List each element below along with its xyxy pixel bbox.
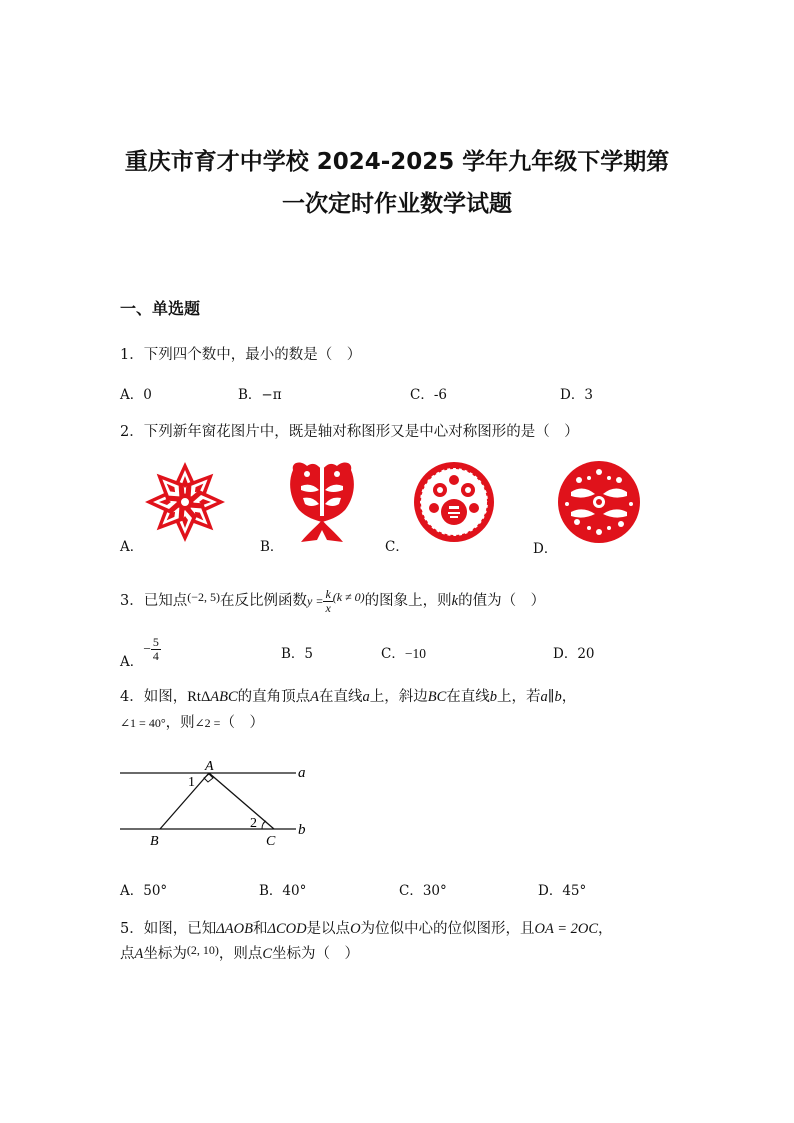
segment-ab: [160, 773, 209, 829]
q4-point-a: A: [310, 689, 320, 705]
q3-option-a-den: 4: [152, 649, 159, 663]
q3-text-b: 在反比例函数: [220, 593, 307, 609]
q4-line-a: a: [362, 689, 370, 705]
q5-equation: OA = 2OC: [534, 921, 599, 937]
q3-text-c: 的图象上，则: [364, 593, 452, 609]
q5-text-h: ，则点: [218, 946, 263, 962]
q3-option-d: D．20: [553, 646, 595, 662]
q3-option-a-num: 5: [152, 635, 159, 649]
q3-option-c-value: −10: [404, 646, 426, 661]
q4-option-b: B．40°: [259, 883, 307, 899]
q5-point-c: C: [262, 946, 273, 962]
q4-option-a: A．50°: [120, 883, 168, 899]
papercut-round-fish-image: [557, 460, 641, 544]
q4-text-a: 4．如图，: [120, 689, 188, 705]
question-4-line1: [120, 685, 576, 706]
label-C: C: [266, 834, 276, 849]
q4-line-b: b: [489, 689, 498, 705]
label-B: B: [150, 834, 159, 849]
q5-text-g: 坐标为: [143, 946, 187, 962]
q3-func-fraction: [323, 588, 332, 615]
label-1: 1: [188, 775, 195, 790]
question-2-stem: 2．下列新年窗花图片中，既是轴对称图形又是中心对称图形的是（ ）: [120, 424, 579, 440]
papercut-fish-image: [287, 460, 357, 544]
page-title-line2: 一次定时作业数学试题: [282, 191, 512, 217]
q5-text-b: 和: [252, 921, 268, 937]
label-A: A: [205, 759, 214, 774]
q4-parallel: a∥b: [540, 689, 562, 705]
q3-func-num: k: [325, 586, 331, 601]
q3-func-left: y =: [307, 594, 324, 608]
q4-text-h: ，则: [165, 715, 195, 731]
q4-option-c: C．30°: [399, 883, 447, 899]
question-3-stem: [120, 586, 545, 615]
q2-option-a: A．: [120, 539, 144, 555]
question-5-line2: [120, 942, 359, 963]
q4-text-c: 在直线: [319, 689, 363, 705]
q1-option-c: C．-6: [410, 387, 447, 403]
q5-text-i: 坐标为（ ）: [272, 946, 360, 962]
q5-triangle-cod: ΔCOD: [267, 921, 307, 937]
label-a: a: [298, 765, 306, 781]
q5-coordinate: (2, 10): [186, 943, 219, 957]
q3-option-a-label: A．: [120, 654, 144, 670]
q4-text-e: 在直线: [446, 689, 490, 705]
q2-option-c: C．: [385, 539, 409, 555]
q3-option-b: B．5: [281, 646, 314, 662]
q4-rt: Rt: [187, 689, 201, 705]
q1-option-b: B．−π: [238, 387, 282, 403]
label-b: b: [298, 822, 306, 838]
q3-var-k: k: [451, 593, 459, 609]
q3-option-c-label: C．: [381, 646, 405, 662]
q2-option-b: B．: [260, 539, 284, 555]
q4-text-b: 的直角顶点: [237, 689, 311, 705]
q4-text-i: （ ）: [220, 715, 264, 731]
q4-text-g: ，: [561, 689, 577, 705]
section-heading: 一、单选题: [120, 299, 201, 318]
q5-text-f: 点: [120, 946, 135, 962]
question-4-line2: [120, 711, 264, 732]
page-title-line1: 重庆市育才中学校 2024-2025 学年九年级下学期第: [124, 149, 670, 175]
q5-point-a: A: [134, 946, 144, 962]
q3-text-d: 的值为（ ）: [458, 593, 546, 609]
q3-point: (−2, 5): [187, 590, 220, 604]
q4-triangle-symbol: Δ: [200, 689, 211, 705]
label-2: 2: [250, 816, 257, 831]
q4-text-f: 上，若: [497, 689, 541, 705]
q4-bc: BC: [427, 689, 447, 705]
q4-geometry-figure: [118, 755, 318, 850]
q4-text-d: 上，斜边: [369, 689, 428, 705]
q4-option-d: D．45°: [538, 883, 587, 899]
papercut-flower-image: [143, 460, 227, 544]
q2-option-d: D．: [533, 541, 558, 557]
q4-abc: ABC: [210, 689, 238, 705]
q5-point-o: O: [350, 921, 361, 937]
segment-ac: [209, 773, 274, 829]
q1-option-a: A．0: [120, 387, 152, 403]
q5-text-d: 为位似中心的位似图形，且: [360, 921, 535, 937]
q5-text-e: ，: [598, 921, 613, 937]
q4-angle1: ∠1 = 40°: [120, 716, 166, 730]
question-5-line1: [120, 917, 613, 938]
q4-angle2: ∠2 =: [194, 716, 221, 730]
papercut-round-fu-image: [412, 460, 496, 544]
q3-option-a-sign: −: [143, 641, 151, 656]
q3-func-cond: (k ≠ 0): [332, 590, 365, 604]
q5-text-a: 5．如图，已知: [120, 921, 217, 937]
q1-option-d: D．3: [560, 387, 593, 403]
q3-option-c: [381, 642, 426, 662]
q3-func-den: x: [325, 600, 331, 615]
q5-text-c: 是以点: [306, 921, 351, 937]
question-1-stem: 1．下列四个数中，最小的数是（ ）: [120, 347, 362, 363]
q3-option-a-fraction: [151, 636, 161, 663]
q3-text-a: 3．已知点: [120, 593, 188, 609]
q3-option-a: [120, 635, 161, 670]
q5-triangle-aob: ΔAOB: [216, 921, 253, 937]
